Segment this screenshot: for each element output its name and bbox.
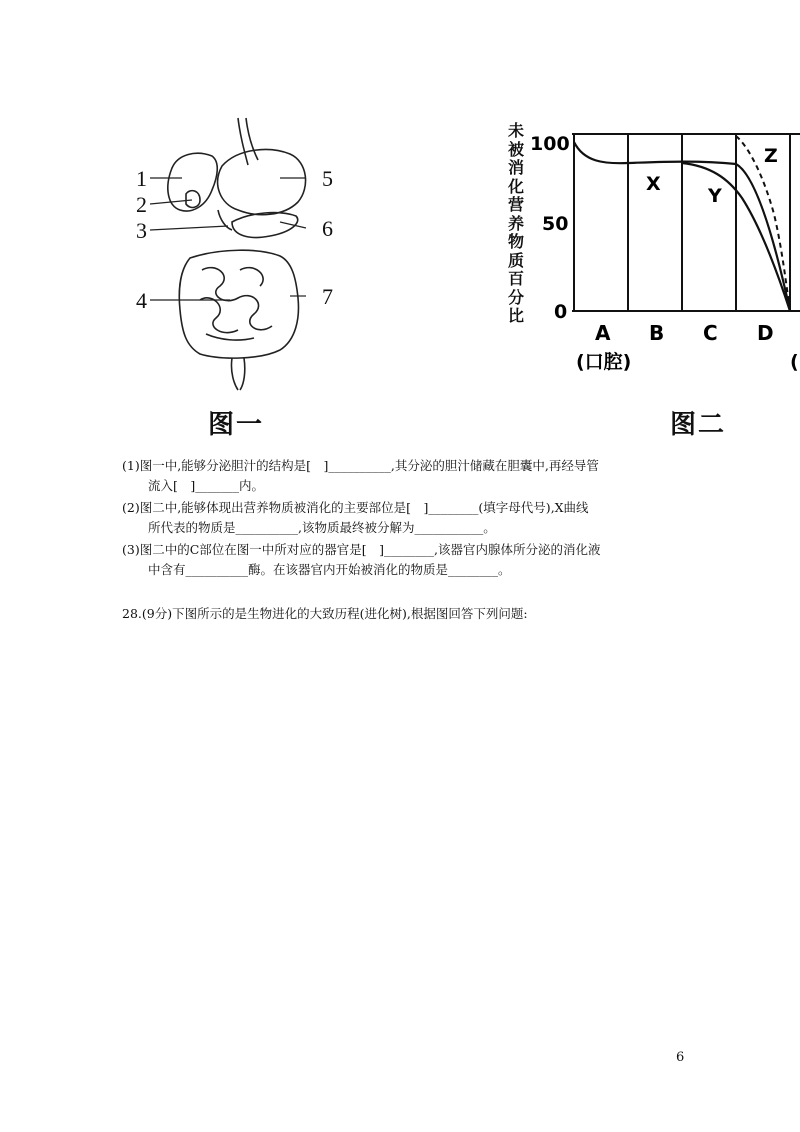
y-axis-label-char-7: 质 xyxy=(508,250,525,270)
liver-shape xyxy=(168,153,217,211)
pancreas-shape xyxy=(232,213,298,238)
organ-label-5: 5 xyxy=(322,166,333,191)
region-label-d: D xyxy=(757,321,774,345)
y-axis-label-char-4: 营 xyxy=(508,195,525,214)
region-label-a: A xyxy=(595,321,611,345)
question-3-line-1: (3)图二中的C部位在图一中所对应的器官是[ ]________,该器官内腺体所分泌的消化液 xyxy=(122,542,601,557)
question-28-heading: 28.(9分)下图所示的是生物进化的大致历程(进化树),根据图回答下列问题: xyxy=(122,606,528,621)
y-axis-label-char-3: 化 xyxy=(508,176,525,196)
curve-label-x: X xyxy=(646,173,661,195)
region-a-sublabel: (口腔) xyxy=(576,351,632,373)
y-axis-label-char-2: 消 xyxy=(508,158,525,177)
question-2-line-1: (2)图二中,能够体现出营养物质被消化的主要部位是[ ]________(填字母代号),X曲线 xyxy=(122,500,589,515)
y-axis-label-char-1: 被 xyxy=(508,139,525,159)
gallbladder-shape xyxy=(186,191,200,208)
figure1-title: 图一 xyxy=(208,410,265,440)
rectum-shape xyxy=(231,358,238,390)
page-number: 6 xyxy=(676,1050,685,1065)
region-e-sublabel-fragment: ( xyxy=(790,351,799,373)
curve-label-z: Z xyxy=(764,145,778,167)
organ-label-7: 7 xyxy=(322,284,333,309)
question-3-line-2: 中含有__________酶。在该器官内开始被消化的物质是________。 xyxy=(148,562,511,577)
y-axis-label-char-9: 分 xyxy=(508,287,525,307)
y-axis-label-char-6: 物 xyxy=(508,232,525,251)
question-1-line-1: (1)图一中,能够分泌胆汁的结构是[ ]__________,其分泌的胆汁储藏在胆囊中,再经导管 xyxy=(122,458,599,473)
figure2-chart xyxy=(528,118,800,378)
organ-label-1: 1 xyxy=(136,166,147,191)
figure2-title: 图二 xyxy=(670,410,727,440)
question-2-line-2: 所代表的物质是__________,该物质最终被分解为___________。 xyxy=(148,520,496,535)
y-tick-50: 50 xyxy=(542,213,569,235)
y-axis-label-char-5: 养 xyxy=(508,213,525,233)
organ-label-4: 4 xyxy=(136,288,147,313)
y-tick-0: 0 xyxy=(554,301,568,323)
y-axis-label-char-10: 比 xyxy=(508,306,525,325)
y-tick-100: 100 xyxy=(530,133,570,155)
organ-label-6: 6 xyxy=(322,216,333,241)
figure2-y-axis-label xyxy=(508,122,528,326)
question-1-line-2: 流入[ ]_______内。 xyxy=(148,478,265,493)
large-intestine-shape xyxy=(179,250,298,358)
curve-label-y: Y xyxy=(708,185,722,207)
region-label-c: C xyxy=(703,321,718,345)
y-axis-label-char-0: 未 xyxy=(508,121,525,140)
organ-label-2: 2 xyxy=(136,192,147,217)
stomach-shape xyxy=(218,150,306,215)
y-axis-label-char-8: 百 xyxy=(508,269,525,288)
region-label-b: B xyxy=(649,321,665,345)
figure1-diagram xyxy=(120,110,370,395)
organ-label-3: 3 xyxy=(136,218,147,243)
